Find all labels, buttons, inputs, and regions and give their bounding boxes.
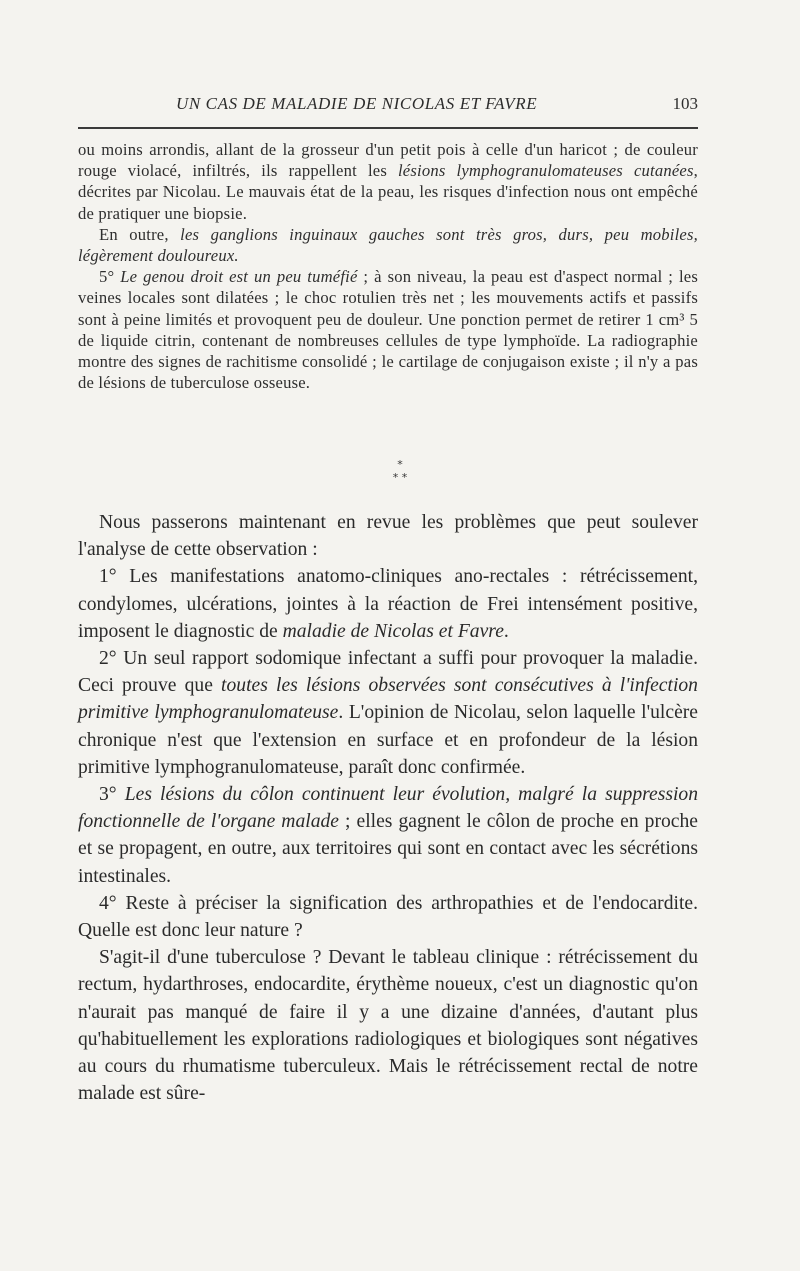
text-run: 4° Reste à préciser la signification des arthropathies et de l'endocardite. Quelle est donc leur nature ? <box>78 892 698 942</box>
text-run: 2° Un seul rapport sodomique infectant a suffi pour provoquer la maladie. Ceci prouve que <box>78 648 698 697</box>
separator-stars: * * <box>392 471 408 484</box>
text-run: S'agit-il d'une tuberculose ? Devant le tableau clinique : rétrécissement du rectum, hydarthroses, endocardite, érythème noueux, c'est un diagnostic qu'on n'aurait pas manqué de faire il y a une dizaine d'années, d'autant plus qu'habituellement les explorations radiologiques et biologiques sont négatives au cours du rhumatisme tuberculeux. Mais le rétrécissement rectal de notre malade est sûre- <box>78 947 698 1105</box>
italic-text: les ganglions inguinaux gauches sont très gros, durs, peu mobiles, légèrement douloureux. <box>78 224 698 266</box>
text-run: ou moins arrondis, allant de la grosseur d'un petit pois à celle d'un haricot ; de couleur rouge violacé, infiltrés, ils rappellent les <box>78 140 698 181</box>
text-run: . <box>503 620 509 642</box>
paragraph <box>78 890 698 944</box>
text-run: ; à son niveau, la peau est d'aspect normal ; les veines locales sont dilatées ; le choc rotulien très net ; les mouvements actifs et passifs sont à peine limités et provoquent peu de douleur. Une ponction permet de retirer 1 cm³ 5 de liquide citrin, contenant de nombreuses cellules de type lymphoïde. La radiographie montre des signes de rachitisme consolidé ; le cartilage de conjugaison existe ; il n'y a pas de lésions de tuberculose osseuse. <box>78 267 698 393</box>
paragraph <box>78 563 698 645</box>
running-title: UN CAS DE MALADIE DE NICOLAS ET FAVRE <box>176 94 538 113</box>
text-run: . L'opinion de Nicolau, selon laquelle l'ulcère chronique n'est que l'extension en surface et en profondeur de la lésion primitive lymphogranulomateuse, paraît donc confirmée. <box>78 702 698 778</box>
paragraph <box>78 509 698 563</box>
paragraph <box>78 645 698 781</box>
text-run: ; elles gagnent le côlon de proche en proche et se propagent, en outre, aux territoires qui sont en contact avec les sécrétions intestinales. <box>78 811 698 887</box>
text-run: , décrites par Nicolau. Le mauvais état de la peau, les risques d'infection nous ont empêché de pratiquer une biopsie. <box>78 161 698 223</box>
text-run: Nous passerons maintenant en revue les problèmes que peut soulever l'analyse de cette observation : <box>78 512 698 561</box>
discussion-text <box>78 509 698 1107</box>
paragraph <box>78 944 698 1107</box>
section-separator <box>0 458 800 484</box>
italic-text: Le genou droit est un peu tuméfié <box>120 267 358 287</box>
header-rule <box>78 127 698 129</box>
text-run: 3° <box>99 784 125 806</box>
text-run: 1° Les manifestations anatomo-cliniques ano-rectales : rétrécissement, condylomes, ulcérations, jointes à la réaction de Frei intensément positive, imposent le diagnostic de <box>78 566 698 642</box>
italic-text: maladie de Nicolas et Favre <box>282 620 504 642</box>
page-header <box>78 94 698 118</box>
paragraph <box>78 139 698 224</box>
italic-text: lésions lymphogranulomateuses cutanées <box>398 161 694 181</box>
page-number: 103 <box>672 94 698 113</box>
text-run: 5° <box>99 267 121 287</box>
case-report-text <box>78 139 698 393</box>
paragraph <box>78 781 698 890</box>
text-run: En outre, <box>99 224 181 244</box>
italic-text: toutes les lésions observées sont consécutives à l'infection primitive lymphogranulomateuse <box>78 675 698 724</box>
paragraph <box>78 266 698 393</box>
italic-text: Les lésions du côlon continuent leur évolution, malgré la suppression fonctionnelle de l'organe malade <box>78 784 698 833</box>
separator-star: * <box>397 458 403 471</box>
paragraph <box>78 224 698 266</box>
